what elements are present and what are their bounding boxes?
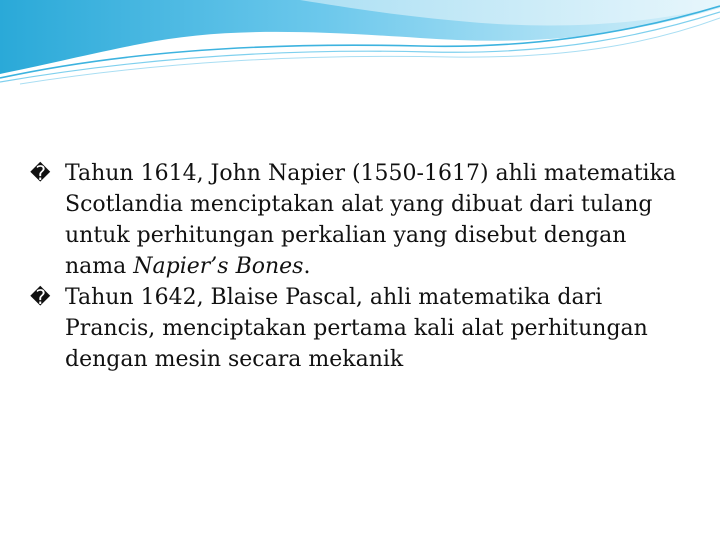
bullet-paragraph-2 <box>30 282 690 375</box>
paragraph-text: Tahun 1642, Blaise Pascal, ahli matematika dari Prancis, menciptakan pertama kali alat perhitungan dengan mesin secara mekanik <box>65 285 648 372</box>
paragraph-text: Tahun 1614, John Napier (1550-1617) ahli matematika Scotlandia menciptakan alat yang dibuat dari tulang untuk perhitungan perkalian yang disebut dengan nama <box>65 161 677 279</box>
paragraph-emphasis: Napier’s Bones <box>133 254 304 279</box>
paragraph-suffix: . <box>303 254 311 279</box>
header-wave-decoration <box>0 0 720 100</box>
slide-body <box>30 158 690 375</box>
bullet-glyph: � <box>30 161 51 185</box>
bullet-paragraph-1 <box>30 158 690 282</box>
bullet-glyph: � <box>30 285 51 309</box>
